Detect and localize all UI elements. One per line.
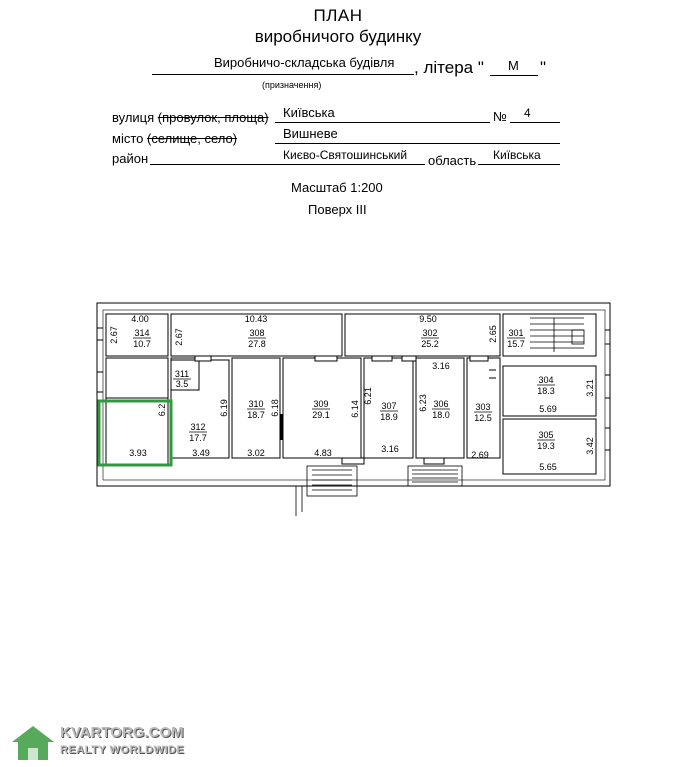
district-value: Києво-Святошинський — [283, 148, 408, 162]
room-303-area: 12.5 — [474, 413, 492, 423]
dim-6-23: 6.23 — [418, 394, 428, 412]
dim-3-42: 3.42 — [585, 437, 595, 455]
dim-3-02: 3.02 — [247, 448, 265, 458]
dim-3-16-bottom: 3.16 — [381, 444, 399, 454]
dim-4-00: 4.00 — [131, 314, 149, 324]
room-308-area: 27.8 — [248, 339, 266, 349]
dim-4-83: 4.83 — [314, 448, 332, 458]
city-value: Вишневе — [283, 126, 338, 141]
street-value: Київська — [283, 105, 335, 120]
room-312-area: 17.7 — [189, 433, 207, 443]
region-label: область — [428, 153, 477, 168]
dim-2-67-mid: 2.67 — [174, 328, 184, 346]
building-purpose-value: Виробничо-складська будівля — [214, 55, 395, 70]
room-314-area: 10.7 — [133, 339, 151, 349]
room-310-area: 18.7 — [247, 410, 265, 420]
city-label-struck: (селище, село) — [147, 131, 238, 146]
scale-text: Масштаб 1:200 — [291, 180, 383, 195]
dim-5-69: 5.69 — [539, 404, 557, 414]
room-314-id: 314 — [134, 328, 150, 338]
dim-2-65: 2.65 — [488, 325, 498, 343]
stairs-upper — [530, 318, 584, 352]
dim-6-18: 6.18 — [270, 399, 280, 417]
number-label: № — [493, 109, 507, 124]
floor-text: Поверх ІІІ — [308, 202, 367, 217]
room-303-id: 303 — [475, 402, 491, 412]
street-label-plain: вулиця — [112, 110, 155, 125]
room-304-id: 304 — [538, 375, 554, 385]
stairs-lower — [296, 466, 462, 516]
dim-5-65: 5.65 — [539, 462, 557, 472]
room-308-id: 308 — [249, 328, 265, 338]
room-302-area: 25.2 — [421, 339, 439, 349]
plan-title: ПЛАН — [313, 6, 363, 25]
dim-2-67-left: 2.67 — [109, 326, 119, 344]
room-309-area: 29.1 — [312, 410, 330, 420]
room-307-area: 18.9 — [380, 412, 398, 422]
dim-2-69: 2.69 — [471, 450, 489, 460]
dim-6-21: 6.21 — [363, 387, 373, 405]
city-label-plain: місто — [112, 131, 144, 146]
room-301-area: 15.7 — [507, 339, 525, 349]
room-307-id: 307 — [381, 401, 397, 411]
room-305-id: 305 — [538, 430, 554, 440]
room-306-id: 306 — [433, 399, 449, 409]
litera-label: , літера " — [414, 58, 484, 77]
room-304-area: 18.3 — [537, 386, 555, 396]
room-310-id: 310 — [248, 399, 264, 409]
room-312-id: 312 — [190, 422, 206, 432]
litera-value: М — [508, 58, 519, 73]
dim-6-19: 6.19 — [219, 399, 229, 417]
dim-3-16-top: 3.16 — [432, 361, 450, 371]
kvartorg-watermark — [8, 722, 198, 762]
number-value: 4 — [524, 106, 531, 120]
dim-6-14: 6.14 — [350, 400, 360, 418]
room-301-id: 301 — [508, 328, 524, 338]
dim-10-43: 10.43 — [244, 314, 268, 324]
district-label: район — [112, 151, 149, 166]
watermark-brand: KVARTORG.COM — [60, 724, 184, 741]
dim-6-2: 6.2 — [157, 403, 167, 417]
region-value: Київська — [493, 148, 541, 162]
room-311-area: 3.5 — [175, 379, 189, 389]
room-311-id: 311 — [174, 369, 190, 379]
litera-close-quote: " — [540, 58, 547, 77]
plan-subtitle: виробничого будинку — [254, 27, 422, 46]
street-label-struck: (провулок, площа) — [157, 110, 269, 125]
purpose-caption: (призначення) — [262, 80, 322, 90]
room-306-area: 18.0 — [432, 410, 450, 420]
room-305-area: 19.3 — [537, 441, 555, 451]
dim-9-50: 9.50 — [419, 314, 437, 324]
dim-3-49: 3.49 — [192, 448, 210, 458]
room-302-id: 302 — [422, 328, 438, 338]
room-left-upper-outline — [106, 358, 168, 398]
dim-3-93: 3.93 — [129, 448, 147, 458]
watermark-tagline: REALTY WORLDWIDE — [60, 744, 185, 756]
room-309-id: 309 — [313, 399, 329, 409]
dim-3-21: 3.21 — [585, 379, 595, 397]
